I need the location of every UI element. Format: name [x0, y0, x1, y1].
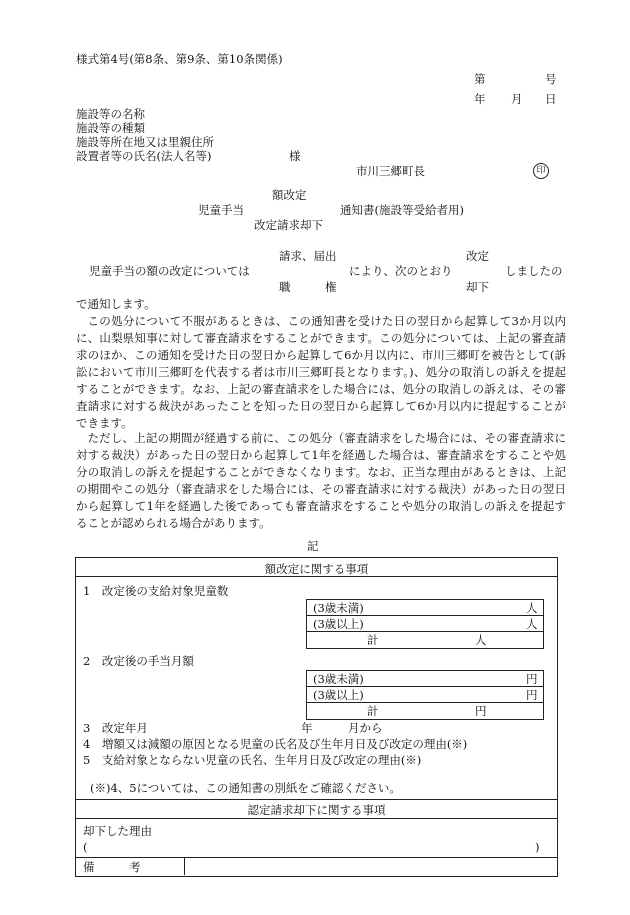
children-row-divider-1 — [306, 615, 544, 616]
children-over3-unit: 人 — [526, 617, 538, 631]
number-label: 第 — [474, 72, 486, 86]
facility-name-label: 施設等の名称 — [76, 107, 145, 121]
amount-row-divider-1 — [306, 686, 544, 687]
title-option-bottom: 改定請求却下 — [254, 218, 323, 232]
number-suffix: 号 — [545, 72, 557, 86]
amount-over3-unit: 円 — [526, 688, 538, 702]
title-option-top: 額改定 — [272, 188, 307, 202]
amount-under3-unit: 円 — [526, 672, 538, 686]
amount-row-divider-2 — [306, 702, 544, 703]
section2-divider-top — [75, 799, 558, 800]
facility-address-label: 施設等所在地又は里親住所 — [76, 135, 214, 149]
amount-total-unit: 円 — [475, 704, 487, 718]
item3-month: 月から — [348, 721, 383, 735]
intro-line-end: しましたの — [505, 264, 563, 278]
remarks-divider — [75, 857, 558, 858]
reject-reason-label: 却下した理由 — [83, 824, 152, 838]
founder-name-label: 設置者等の氏名(法人名等) — [76, 149, 212, 163]
children-under3-label: (3歳未満) — [313, 601, 364, 615]
intro-option-upper-1: 請求、届出 — [279, 249, 337, 263]
intro-option-upper-2: 改定 — [466, 249, 489, 263]
item1-label: 1 改定後の支給対象児童数 — [83, 584, 229, 598]
intro-continuation: で通知します。 — [76, 297, 156, 311]
section2-header: 認定請求却下に関する事項 — [247, 803, 386, 817]
amount-total-label: 計 — [367, 704, 379, 718]
title-suffix: 通知書(施設等受給者用) — [340, 203, 464, 217]
remarks-column-divider — [184, 857, 185, 875]
issuer-name: 市川三郷町長 — [356, 164, 425, 178]
intro-option-lower-1: 職 権 — [279, 280, 337, 294]
children-total-unit: 人 — [475, 633, 487, 647]
item3-label: 3 改定年月 — [83, 721, 148, 735]
reject-paren-close: ) — [535, 840, 540, 854]
children-total-label: 計 — [367, 633, 379, 647]
form-label: 様式第4号(第8条、第9条、第10条関係) — [76, 52, 283, 66]
deadline-paragraph: ただし、上記の期間が経過する前に、この処分（審査請求をした場合には、その審査請求に対する裁決）があった日の翌日から起算して1年を経過した場合は、審査請求をすることや処分の取消しの訴えを提起することができなくなります。なお、正当な理由があるときは、上記の期間やこの処分（審査請求をした場合には、その審査請求に対する裁決）があった日の翌日から起算して1年を経過した後であっても審査請求をすることや処分の取消しの訴えを提起することが認められる場合があります。 — [76, 431, 566, 530]
remarks-label: 備 考 — [83, 860, 141, 874]
date-year: 年 — [474, 92, 486, 106]
intro-line-mid: により、次のとおり — [349, 264, 453, 278]
honorific: 様 — [289, 149, 301, 163]
reject-paren-open: ( — [83, 840, 88, 854]
title-prefix: 児童手当 — [198, 203, 244, 217]
ki-heading: 記 — [307, 539, 319, 553]
seal-icon: 印 — [533, 163, 549, 179]
item5-label: 5 支給対象とならない児童の氏名、生年月日及び改定の理由(※) — [83, 753, 422, 767]
amount-over3-label: (3歳以上) — [313, 688, 364, 702]
section1-divider — [75, 576, 558, 577]
item2-label: 2 改定後の手当月額 — [83, 654, 194, 668]
appeal-paragraph: この処分について不服があるときは、この通知書を受けた日の翌日から起算して3か月以内に、山梨県知事に対して審査請求をすることができます。この処分については、上記の審査請求のほか、この通知を受けた日の翌日から起算して6か月以内に、市川三郷町を被告として(訴訟において市川三郷町を代表する者は市川三郷町長となります。)、処分の取消しの訴えを提起することができます。なお、上記の審査請求をした場合には、処分の取消しの訴えは、その審査請求に対する裁決があったことを知った日の翌日から起算して6か月以内に提起することができます。 — [76, 314, 566, 430]
facility-type-label: 施設等の種類 — [76, 121, 145, 135]
children-over3-label: (3歳以上) — [313, 617, 364, 631]
date-month: 月 — [511, 92, 523, 106]
section1-header: 額改定に関する事項 — [264, 562, 369, 576]
amount-under3-label: (3歳未満) — [313, 672, 364, 686]
section2-divider-bottom — [75, 818, 558, 819]
table-note: (※)4、5については、この通知書の別紙をご確認ください。 — [90, 781, 401, 795]
intro-line-start: 児童手当の額の改定については — [89, 264, 250, 278]
item4-label: 4 増額又は減額の原因となる児童の氏名及び生年月日及び改定の理由(※) — [83, 737, 468, 751]
children-under3-unit: 人 — [526, 601, 538, 615]
date-day: 日 — [545, 92, 557, 106]
children-row-divider-2 — [306, 631, 544, 632]
item3-year: 年 — [301, 721, 313, 735]
intro-option-lower-2: 却下 — [466, 280, 489, 294]
